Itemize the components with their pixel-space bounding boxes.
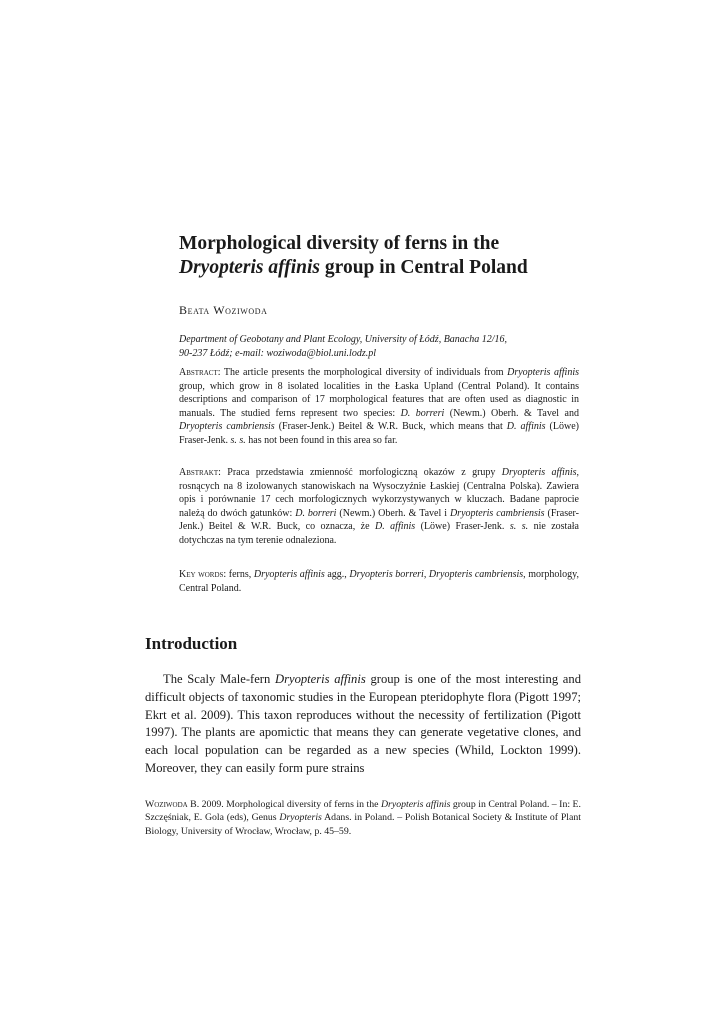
abstract-text: has not been found in this area so far. [245,434,398,446]
intro-text: The Scaly Male-fern [163,672,275,686]
abstrakt-text: , rosnących na 8 izolowanych stanowiskach na Wysoczyźnie Łaskiej (Centralna Polska). Zawiera opis i porównanie 17 cech morfologicznych wykorzystywanych w kluczach. Badane paprocie należą do dwóch gatunków: [179,467,579,519]
citation-author: Woziwoda [145,799,188,810]
abstract-label: Abstract: [179,367,221,378]
section-heading: Introduction [145,634,238,653]
abstract-text: group, which grow in 8 isolated localities in the Łaska Upland (Central Poland). It contains descriptions and comparison of 17 morphological features that are often used as diagnostic in manuals. The studied ferns represent two species: [179,380,579,419]
abstract-english [179,366,579,448]
keywords-text: ferns, [226,569,254,580]
affiliation-line-1: Department of Geobotany and Plant Ecology, University of Łódź, Banacha 12/16, [179,334,508,345]
keywords [179,568,579,595]
abstrakt-text: (Newm.) Oberh. & Tavel i [336,507,450,519]
abstrakt-italic: Dryopteris cambriensis [449,507,545,519]
abstrakt-text: nie została dotychczas na tym terenie odnaleziona. [179,521,579,546]
paper-title [179,232,619,280]
keywords-italic: Dryopteris cambriensis [428,569,524,580]
title-line-2: group in Central Poland [320,257,528,278]
citation-text: Adans. in Poland. – Polish Botanical Society & Institute of Plant Biology, University of Wrocław, Wrocław, p. 45–59. [145,812,581,837]
keywords-italic: Dryopteris affinis [253,569,325,580]
abstract-polish [179,466,579,548]
title-species: Dryopteris affinis [179,257,321,278]
abstrakt-italic: s. s. [509,521,529,533]
intro-paragraph [145,671,581,778]
abstrakt-text: Praca przedstawia zmienność morfologiczną okazów z grupy [220,467,502,478]
abstract-text: (Newm.) Oberh. & Tavel and [444,407,579,419]
abstrakt-label: Abstrakt: [179,467,221,478]
intro-italic: Dryopteris affinis [275,672,366,686]
abstrakt-italic: D. affinis [375,521,416,533]
abstract-text: (Löwe) Fraser-Jenk. [179,421,579,446]
abstrakt-text: (Fraser-Jenk.) Beitel & W.R. Buck, co oznacza, że [179,507,579,533]
author-name: Beata Woziwoda [179,303,268,317]
title-line-1: Morphological diversity of ferns in the [179,233,500,254]
abstract-text: (Fraser-Jenk.) Beitel & W.R. Buck, which means that [274,421,507,433]
affiliation [179,333,579,361]
citation-italic: Dryopteris affinis [380,799,451,810]
abstract-italic: D. borreri [400,407,445,419]
affiliation-line-2: 90-237 Łódź; e-mail: woziwoda@biol.uni.lodz.pl [179,348,376,359]
citation-footnote [145,798,581,838]
intro-text: group is one of the most interesting and difficult objects of taxonomic studies in the European pteridophyte flora (Pigott 1997; Ekrt et al. 2009). This taxon reproduces without the necessity of fertilization (Pigott 1997). The plants are apomictic that means they can generate vegetative clones, and each local population can be regarded as a new species (Whild, Lockton 1999). Moreover, they can easily form pure strains [145,672,581,775]
abstract-italic: s. s. [230,434,246,446]
abstract-italic: D. affinis [506,421,546,433]
abstrakt-italic: Dryopteris affinis [501,467,577,478]
citation-text: B. 2009. Morphological diversity of ferns in the [187,799,381,810]
abstract-italic: Dryopteris affinis [507,367,579,378]
keywords-italic: Dryopteris borreri [349,569,424,580]
abstract-text: The article presents the morphological diversity of individuals from [220,367,508,378]
keywords-text: , morphology, Central Poland. [179,569,579,594]
keywords-label: Key words: [179,569,227,580]
keywords-text: agg., [324,569,350,580]
citation-text: group in Central Poland. – In: E. Szczęśniak, E. Gola (eds), Genus [145,799,581,824]
abstrakt-italic: D. borreri [295,507,337,519]
citation-italic: Dryopteris [279,812,322,824]
keywords-text: , [423,569,429,580]
abstract-italic: Dryopteris cambriensis [179,421,275,433]
abstrakt-text: (Löwe) Fraser-Jenk. [415,521,510,533]
